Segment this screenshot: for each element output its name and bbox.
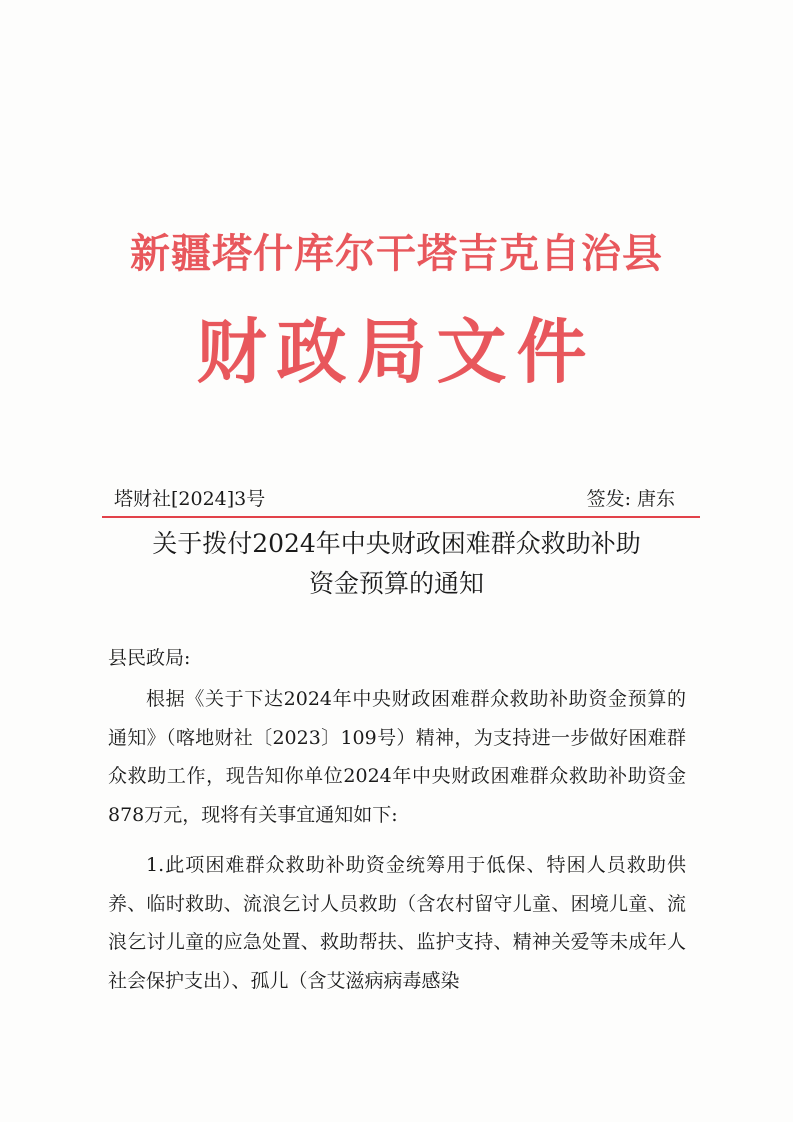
signer-label: 签发:: [586, 488, 631, 510]
title-line-1: 关于拨付2024年中央财政困难群众救助补助: [152, 529, 641, 558]
issuing-authority-line: 新疆塔什库尔干塔吉克自治县: [130, 230, 663, 277]
document-number: 塔财社[2024]3号: [114, 488, 266, 510]
body-paragraph: 根据《关于下达2024年中央财政困难群众救助补助资金预算的通知》（喀地财社〔2023〕109号）精神，为支持进一步做好困难群众救助工作，现告知你单位2024年中央财政困难群众救助补助资金878万元，现将有关事宜通知如下:: [108, 688, 686, 826]
document-type-line: 财政局文件: [196, 310, 597, 393]
signer-name: 唐东: [636, 488, 675, 510]
body-paragraph: 1.此项困难群众救助补助资金统筹用于低保、特困人员救助供养、临时救助、流浪乞讨人员救助（含农村留守儿童、困境儿童、流浪乞讨儿童的应急处置、救助帮扶、监护支持、精神关爱等未成年人社会保护支出）、孤儿（含艾滋病病毒感染: [108, 854, 686, 992]
signer: [587, 484, 675, 511]
salutation: 县民政局:: [108, 647, 191, 669]
document-title: [0, 524, 793, 604]
red-separator-line: [102, 516, 700, 518]
title-line-2: 资金预算的通知: [308, 569, 484, 598]
